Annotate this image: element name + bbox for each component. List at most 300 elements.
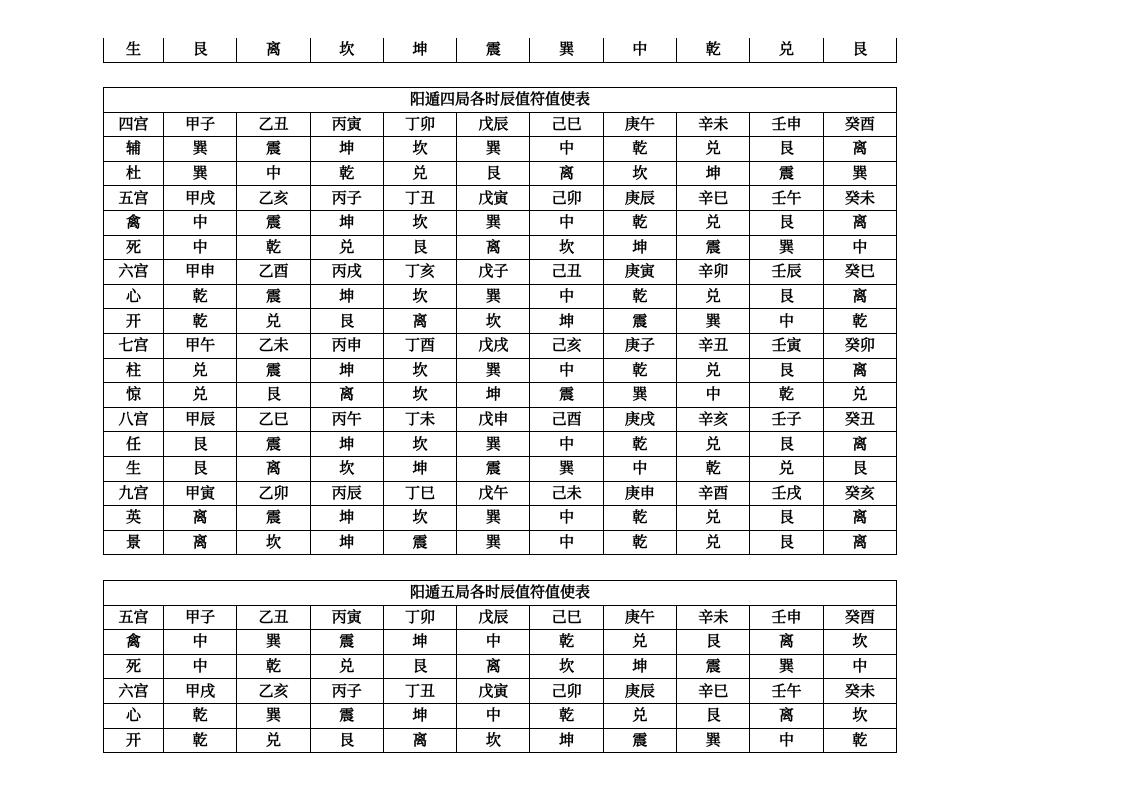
table-cell: 震: [603, 728, 676, 753]
table-cell: 丁未: [383, 407, 456, 432]
table-cell: 离: [530, 161, 603, 186]
table-cell: 乾: [603, 210, 676, 235]
table-cell: 中: [457, 703, 530, 728]
table-row: [104, 630, 897, 655]
table-cell: 丙寅: [310, 605, 383, 630]
row-label-cell: 四宫: [104, 112, 164, 137]
table-cell: 中: [164, 630, 237, 655]
table-cell: 艮: [750, 210, 823, 235]
table-cell: 震: [603, 309, 676, 334]
table-cell: 戊辰: [457, 605, 530, 630]
table-row: [104, 186, 897, 211]
table-cell: 兑: [677, 284, 750, 309]
table-title: 阳遁五局各时辰值符值使表: [104, 581, 897, 606]
table-cell: 震: [310, 630, 383, 655]
table-cell: 乾: [164, 728, 237, 753]
table-cell: 己未: [530, 481, 603, 506]
table-cell: 癸丑: [823, 407, 896, 432]
table-cell: 丙午: [310, 407, 383, 432]
table-cell: 丙寅: [310, 112, 383, 137]
table-cell: 中: [530, 358, 603, 383]
table-cell: 艮: [750, 530, 823, 555]
table-cell: 戊戌: [457, 333, 530, 358]
row-label-cell: 开: [104, 728, 164, 753]
table-cell: 中: [530, 530, 603, 555]
table-cell: 离: [823, 506, 896, 531]
table-row: [104, 654, 897, 679]
table-cell: 艮: [383, 654, 456, 679]
table-cell: 戊申: [457, 407, 530, 432]
table-cell: 巽: [164, 137, 237, 162]
table-cell: 兑: [750, 456, 823, 481]
table-cell: 中: [823, 235, 896, 260]
table-cell: 坤: [383, 456, 456, 481]
table-cell: 坎: [457, 309, 530, 334]
table-row: [104, 530, 897, 555]
table-cell: 癸巳: [823, 260, 896, 285]
table-cell: 己卯: [530, 679, 603, 704]
row-label-cell: 七宫: [104, 333, 164, 358]
table-cell: 震: [383, 530, 456, 555]
table-cell: 戊午: [457, 481, 530, 506]
table-cell: 坎: [383, 284, 456, 309]
table-cell: 离: [237, 38, 310, 62]
table-cell: 壬申: [750, 605, 823, 630]
table-cell: 坤: [677, 161, 750, 186]
table-cell: 坤: [310, 530, 383, 555]
table-cell: 丁丑: [383, 186, 456, 211]
table-cell: 离: [823, 210, 896, 235]
row-label-cell: 惊: [104, 383, 164, 408]
row-label-cell: 九宫: [104, 481, 164, 506]
table-cell: 甲子: [164, 112, 237, 137]
table-cell: 辛未: [677, 605, 750, 630]
table-cell: 离: [750, 630, 823, 655]
table-cell: 癸亥: [823, 481, 896, 506]
table-row: [104, 284, 897, 309]
row-label-cell: 禽: [104, 210, 164, 235]
table-cell: 坎: [603, 161, 676, 186]
table-cell: 壬午: [750, 186, 823, 211]
table-cell: 庚午: [603, 112, 676, 137]
table-row: [104, 407, 897, 432]
table-cell: 癸酉: [823, 605, 896, 630]
table-cell: 艮: [164, 38, 237, 62]
table-cell: 兑: [677, 358, 750, 383]
table-cell: 甲午: [164, 333, 237, 358]
table-cell: 兑: [164, 383, 237, 408]
table-cell: 癸未: [823, 679, 896, 704]
table-cell: 乾: [164, 703, 237, 728]
table-row: [104, 481, 897, 506]
table-cell: 中: [164, 210, 237, 235]
table-cell: 乾: [237, 235, 310, 260]
table-cell: 中: [603, 38, 676, 62]
table-cell: 乾: [164, 284, 237, 309]
table-cell: 坎: [383, 210, 456, 235]
table-cell: 乾: [603, 530, 676, 555]
table-cell: 己亥: [530, 333, 603, 358]
table-cell: 辛巳: [677, 679, 750, 704]
table-cell: 离: [164, 530, 237, 555]
table-cell: 坎: [310, 456, 383, 481]
table-cell: 己巳: [530, 112, 603, 137]
table-cell: 坎: [383, 506, 456, 531]
row-label-cell: 英: [104, 506, 164, 531]
row-label-cell: 心: [104, 703, 164, 728]
table-cell: 兑: [677, 506, 750, 531]
table-cell: 巽: [530, 456, 603, 481]
table-cell: 离: [823, 284, 896, 309]
table-row: [104, 333, 897, 358]
table-cell: 庚寅: [603, 260, 676, 285]
table-title: 阳遁四局各时辰值符值使表: [104, 88, 897, 113]
table-cell: 离: [823, 137, 896, 162]
table-cell: 巽: [457, 432, 530, 457]
table-cell: 离: [823, 432, 896, 457]
table-row: [104, 38, 897, 62]
table-cell: 坤: [383, 703, 456, 728]
table-cell: 巽: [237, 630, 310, 655]
table-cell: 离: [164, 506, 237, 531]
table-title-row: [104, 581, 897, 606]
row-label-cell: 辅: [104, 137, 164, 162]
table-cell: 巽: [823, 161, 896, 186]
table-row: [104, 235, 897, 260]
table-cell: 壬申: [750, 112, 823, 137]
table-cell: 兑: [383, 161, 456, 186]
table-cell: 壬子: [750, 407, 823, 432]
table-cell: 中: [530, 210, 603, 235]
table-cell: 艮: [750, 432, 823, 457]
table-row: [104, 358, 897, 383]
table-cell: 坤: [310, 137, 383, 162]
table-cell: 巽: [677, 309, 750, 334]
table-row: [104, 703, 897, 728]
table-cell: 艮: [164, 432, 237, 457]
table-cell: 辛亥: [677, 407, 750, 432]
table-cell: 坤: [530, 309, 603, 334]
row-label-cell: 柱: [104, 358, 164, 383]
table-cell: 巽: [750, 654, 823, 679]
table-cell: 兑: [603, 703, 676, 728]
row-label-cell: 五宫: [104, 605, 164, 630]
table-cell: 己丑: [530, 260, 603, 285]
table-cell: 坎: [237, 530, 310, 555]
table-row: [104, 679, 897, 704]
table-cell: 乙卯: [237, 481, 310, 506]
table-cell: 兑: [310, 235, 383, 260]
table-cell: 坤: [383, 38, 456, 62]
table-cell: 戊子: [457, 260, 530, 285]
table-cell: 巽: [457, 530, 530, 555]
row-label-cell: 景: [104, 530, 164, 555]
row-label-cell: 禽: [104, 630, 164, 655]
table-cell: 艮: [750, 506, 823, 531]
table-cell: 乙丑: [237, 605, 310, 630]
table-cell: 癸卯: [823, 333, 896, 358]
table-cell: 乾: [750, 383, 823, 408]
table-cell: 艮: [310, 728, 383, 753]
table-row: [104, 210, 897, 235]
table-cell: 丙辰: [310, 481, 383, 506]
table-cell: 离: [823, 530, 896, 555]
table-cell: 坎: [383, 383, 456, 408]
table-cell: 乾: [603, 432, 676, 457]
yang-dun-4-table: [103, 87, 897, 555]
table-cell: 震: [237, 358, 310, 383]
row-label-cell: 六宫: [104, 679, 164, 704]
table-cell: 中: [530, 284, 603, 309]
table-row: [104, 112, 897, 137]
table-cell: 甲寅: [164, 481, 237, 506]
table-cell: 兑: [750, 38, 823, 62]
table-cell: 丁卯: [383, 112, 456, 137]
table-cell: 庚辰: [603, 679, 676, 704]
table-cell: 乾: [603, 137, 676, 162]
table-cell: 震: [237, 506, 310, 531]
table-cell: 丁亥: [383, 260, 456, 285]
table-cell: 坎: [823, 630, 896, 655]
table-cell: 艮: [310, 309, 383, 334]
table-cell: 辛未: [677, 112, 750, 137]
table-cell: 中: [164, 235, 237, 260]
table-cell: 坎: [530, 235, 603, 260]
table-row: [104, 605, 897, 630]
table-cell: 巽: [603, 383, 676, 408]
table-cell: 壬午: [750, 679, 823, 704]
table-cell: 戊寅: [457, 186, 530, 211]
table-cell: 庚戌: [603, 407, 676, 432]
table-cell: 辛丑: [677, 333, 750, 358]
table-cell: 坤: [457, 383, 530, 408]
table-cell: 中: [457, 630, 530, 655]
table-cell: 坎: [383, 137, 456, 162]
table-cell: 壬辰: [750, 260, 823, 285]
table-row: [104, 506, 897, 531]
table-cell: 乾: [677, 38, 750, 62]
table-cell: 乾: [310, 161, 383, 186]
table-cell: 离: [237, 456, 310, 481]
table-cell: 辛巳: [677, 186, 750, 211]
table-cell: 庚申: [603, 481, 676, 506]
table-cell: 乾: [823, 309, 896, 334]
table-cell: 癸酉: [823, 112, 896, 137]
top-fragment-table: [103, 38, 897, 63]
table-cell: 震: [310, 703, 383, 728]
table-cell: 中: [677, 383, 750, 408]
table-cell: 巽: [457, 358, 530, 383]
row-label-cell: 死: [104, 235, 164, 260]
table-row: [104, 383, 897, 408]
table-cell: 庚午: [603, 605, 676, 630]
table-cell: 庚辰: [603, 186, 676, 211]
row-label-cell: 杜: [104, 161, 164, 186]
table-cell: 离: [383, 309, 456, 334]
table-cell: 辛酉: [677, 481, 750, 506]
table-cell: 甲戌: [164, 679, 237, 704]
table-cell: 震: [237, 432, 310, 457]
table-cell: 兑: [164, 358, 237, 383]
table-row: [104, 137, 897, 162]
table-cell: 坤: [310, 506, 383, 531]
table-cell: 坎: [823, 703, 896, 728]
table-row: [104, 161, 897, 186]
table-cell: 己卯: [530, 186, 603, 211]
row-label-cell: 生: [104, 38, 164, 62]
table-cell: 离: [750, 703, 823, 728]
table-cell: 丁丑: [383, 679, 456, 704]
table-cell: 兑: [677, 210, 750, 235]
table-cell: 艮: [383, 235, 456, 260]
table-cell: 震: [677, 235, 750, 260]
table-cell: 乾: [603, 284, 676, 309]
table-cell: 癸未: [823, 186, 896, 211]
table-cell: 中: [530, 432, 603, 457]
yang-dun-5-table: [103, 580, 897, 753]
table-cell: 兑: [237, 728, 310, 753]
table-cell: 乾: [237, 654, 310, 679]
table-row: [104, 432, 897, 457]
table-cell: 离: [823, 358, 896, 383]
table-cell: 甲申: [164, 260, 237, 285]
row-label-cell: 任: [104, 432, 164, 457]
table-cell: 坤: [310, 432, 383, 457]
table-cell: 壬戌: [750, 481, 823, 506]
table-row: [104, 309, 897, 334]
row-label-cell: 心: [104, 284, 164, 309]
table-cell: 坤: [310, 358, 383, 383]
table-cell: 坎: [383, 432, 456, 457]
table-cell: 乾: [823, 728, 896, 753]
table-cell: 中: [237, 161, 310, 186]
table-row: [104, 728, 897, 753]
table-cell: 辛卯: [677, 260, 750, 285]
table-cell: 兑: [677, 530, 750, 555]
table-cell: 艮: [677, 703, 750, 728]
table-cell: 巽: [750, 235, 823, 260]
table-cell: 兑: [823, 383, 896, 408]
table-title-row: [104, 88, 897, 113]
table-cell: 艮: [237, 383, 310, 408]
row-label-cell: 开: [104, 309, 164, 334]
table-cell: 中: [750, 309, 823, 334]
table-cell: 坤: [603, 235, 676, 260]
table-cell: 巽: [677, 728, 750, 753]
row-label-cell: 生: [104, 456, 164, 481]
table-cell: 乾: [530, 630, 603, 655]
table-cell: 乙丑: [237, 112, 310, 137]
table-cell: 乙亥: [237, 186, 310, 211]
table-cell: 坎: [383, 358, 456, 383]
table-cell: 兑: [603, 630, 676, 655]
table-cell: 中: [603, 456, 676, 481]
table-cell: 中: [164, 654, 237, 679]
table-cell: 戊寅: [457, 679, 530, 704]
table-cell: 艮: [823, 38, 896, 62]
table-cell: 乾: [603, 506, 676, 531]
table-cell: 甲子: [164, 605, 237, 630]
table-cell: 丙戌: [310, 260, 383, 285]
table-cell: 坎: [310, 38, 383, 62]
table-cell: 丙申: [310, 333, 383, 358]
table-cell: 震: [457, 456, 530, 481]
table-cell: 坤: [603, 654, 676, 679]
table-cell: 庚子: [603, 333, 676, 358]
table-cell: 坎: [457, 728, 530, 753]
table-cell: 震: [750, 161, 823, 186]
table-cell: 巽: [457, 506, 530, 531]
table-cell: 乾: [530, 703, 603, 728]
table-cell: 震: [237, 284, 310, 309]
table-cell: 震: [677, 654, 750, 679]
table-cell: 丙子: [310, 186, 383, 211]
table-row: [104, 260, 897, 285]
table-cell: 离: [457, 235, 530, 260]
table-cell: 巽: [457, 210, 530, 235]
table-cell: 兑: [310, 654, 383, 679]
table-cell: 己酉: [530, 407, 603, 432]
table-cell: 震: [237, 137, 310, 162]
table-cell: 中: [823, 654, 896, 679]
table-row: [104, 456, 897, 481]
row-label-cell: 五宫: [104, 186, 164, 211]
table-cell: 甲戌: [164, 186, 237, 211]
table-cell: 兑: [237, 309, 310, 334]
table-cell: 丙子: [310, 679, 383, 704]
table-cell: 艮: [750, 358, 823, 383]
table-cell: 巽: [237, 703, 310, 728]
table-cell: 艮: [677, 630, 750, 655]
table-cell: 乙未: [237, 333, 310, 358]
table-cell: 艮: [750, 284, 823, 309]
table-cell: 巽: [457, 137, 530, 162]
table-cell: 兑: [677, 432, 750, 457]
table-cell: 巽: [457, 284, 530, 309]
table-cell: 乙酉: [237, 260, 310, 285]
table-cell: 中: [750, 728, 823, 753]
table-cell: 己巳: [530, 605, 603, 630]
table-cell: 艮: [750, 137, 823, 162]
table-cell: 巽: [164, 161, 237, 186]
row-label-cell: 八宫: [104, 407, 164, 432]
table-cell: 丁卯: [383, 605, 456, 630]
table-cell: 坤: [530, 728, 603, 753]
table-cell: 艮: [164, 456, 237, 481]
table-cell: 乾: [603, 358, 676, 383]
table-cell: 中: [530, 506, 603, 531]
table-cell: 坤: [310, 210, 383, 235]
table-cell: 兑: [677, 137, 750, 162]
table-cell: 中: [530, 137, 603, 162]
table-cell: 坎: [530, 654, 603, 679]
table-cell: 艮: [457, 161, 530, 186]
table-cell: 震: [237, 210, 310, 235]
table-cell: 乙亥: [237, 679, 310, 704]
table-cell: 丁巳: [383, 481, 456, 506]
table-cell: 震: [457, 38, 530, 62]
table-cell: 乙巳: [237, 407, 310, 432]
table-cell: 离: [383, 728, 456, 753]
table-cell: 坤: [383, 630, 456, 655]
row-label-cell: 六宫: [104, 260, 164, 285]
table-cell: 震: [530, 383, 603, 408]
table-cell: 乾: [677, 456, 750, 481]
table-cell: 丁酉: [383, 333, 456, 358]
table-cell: 巽: [530, 38, 603, 62]
table-cell: 壬寅: [750, 333, 823, 358]
table-cell: 戊辰: [457, 112, 530, 137]
